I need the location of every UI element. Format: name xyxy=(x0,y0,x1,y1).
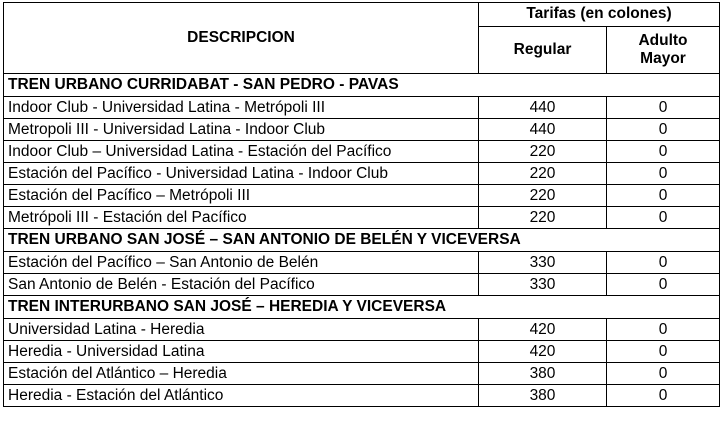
senior-fare: 0 xyxy=(607,252,720,274)
senior-fare: 0 xyxy=(607,185,720,207)
route-description: Heredia - Universidad Latina xyxy=(4,341,479,363)
regular-fare: 220 xyxy=(479,141,607,163)
route-description: Metrópoli III - Estación del Pacífico xyxy=(4,207,479,229)
table-row xyxy=(4,119,720,141)
table-row xyxy=(4,252,720,274)
route-description: Heredia - Estación del Atlántico xyxy=(4,385,479,407)
regular-fare: 220 xyxy=(479,207,607,229)
senior-header-line1: Adulto xyxy=(638,31,688,49)
table-row xyxy=(4,97,720,119)
senior-fare: 0 xyxy=(607,207,720,229)
senior-fare: 0 xyxy=(607,119,720,141)
senior-fare: 0 xyxy=(607,319,720,341)
route-description: San Antonio de Belén - Estación del Pacífico xyxy=(4,274,479,296)
route-description: Estación del Pacífico – Metrópoli III xyxy=(4,185,479,207)
route-description: Estación del Atlántico – Heredia xyxy=(4,363,479,385)
table-row xyxy=(4,363,720,385)
regular-fare: 440 xyxy=(479,119,607,141)
senior-fare: 0 xyxy=(607,341,720,363)
senior-fare: 0 xyxy=(607,141,720,163)
table-header xyxy=(4,3,720,74)
route-description: Estación del Pacífico – San Antonio de Belén xyxy=(4,252,479,274)
section-title: TREN URBANO SAN JOSÉ – SAN ANTONIO DE BELÉN Y VICEVERSA xyxy=(4,229,720,252)
regular-fare: 220 xyxy=(479,163,607,185)
table-row xyxy=(4,207,720,229)
table-row xyxy=(4,319,720,341)
regular-fare: 220 xyxy=(479,185,607,207)
senior-fare: 0 xyxy=(607,385,720,407)
section-header-row xyxy=(4,229,720,252)
route-description: Estación del Pacífico - Universidad Latina - Indoor Club xyxy=(4,163,479,185)
route-description: Indoor Club - Universidad Latina - Metrópoli III xyxy=(4,97,479,119)
senior-fare: 0 xyxy=(607,274,720,296)
table-row xyxy=(4,141,720,163)
section-header-row xyxy=(4,296,720,319)
tariffs-group-header: Tarifas (en colones) xyxy=(479,3,720,27)
table-row xyxy=(4,185,720,207)
route-description: Universidad Latina - Heredia xyxy=(4,319,479,341)
senior-fare: 0 xyxy=(607,363,720,385)
route-description: Metropoli III - Universidad Latina - Indoor Club xyxy=(4,119,479,141)
senior-header xyxy=(607,26,720,73)
regular-header: Regular xyxy=(479,26,607,73)
section-header-row xyxy=(4,74,720,97)
regular-fare: 420 xyxy=(479,319,607,341)
section-title: TREN URBANO CURRIDABAT - SAN PEDRO - PAVAS xyxy=(4,74,720,97)
regular-fare: 440 xyxy=(479,97,607,119)
route-description: Indoor Club – Universidad Latina - Estación del Pacífico xyxy=(4,141,479,163)
regular-fare: 380 xyxy=(479,363,607,385)
senior-fare: 0 xyxy=(607,163,720,185)
fares-table xyxy=(3,2,720,407)
senior-fare: 0 xyxy=(607,97,720,119)
description-header: DESCRIPCION xyxy=(4,3,479,74)
table-row xyxy=(4,163,720,185)
regular-fare: 330 xyxy=(479,274,607,296)
regular-fare: 420 xyxy=(479,341,607,363)
table-row xyxy=(4,341,720,363)
section-title: TREN INTERURBANO SAN JOSÉ – HEREDIA Y VICEVERSA xyxy=(4,296,720,319)
table-body xyxy=(4,74,720,407)
senior-header-line2: Mayor xyxy=(640,49,686,67)
table-row xyxy=(4,385,720,407)
regular-fare: 380 xyxy=(479,385,607,407)
regular-fare: 330 xyxy=(479,252,607,274)
table-row xyxy=(4,274,720,296)
